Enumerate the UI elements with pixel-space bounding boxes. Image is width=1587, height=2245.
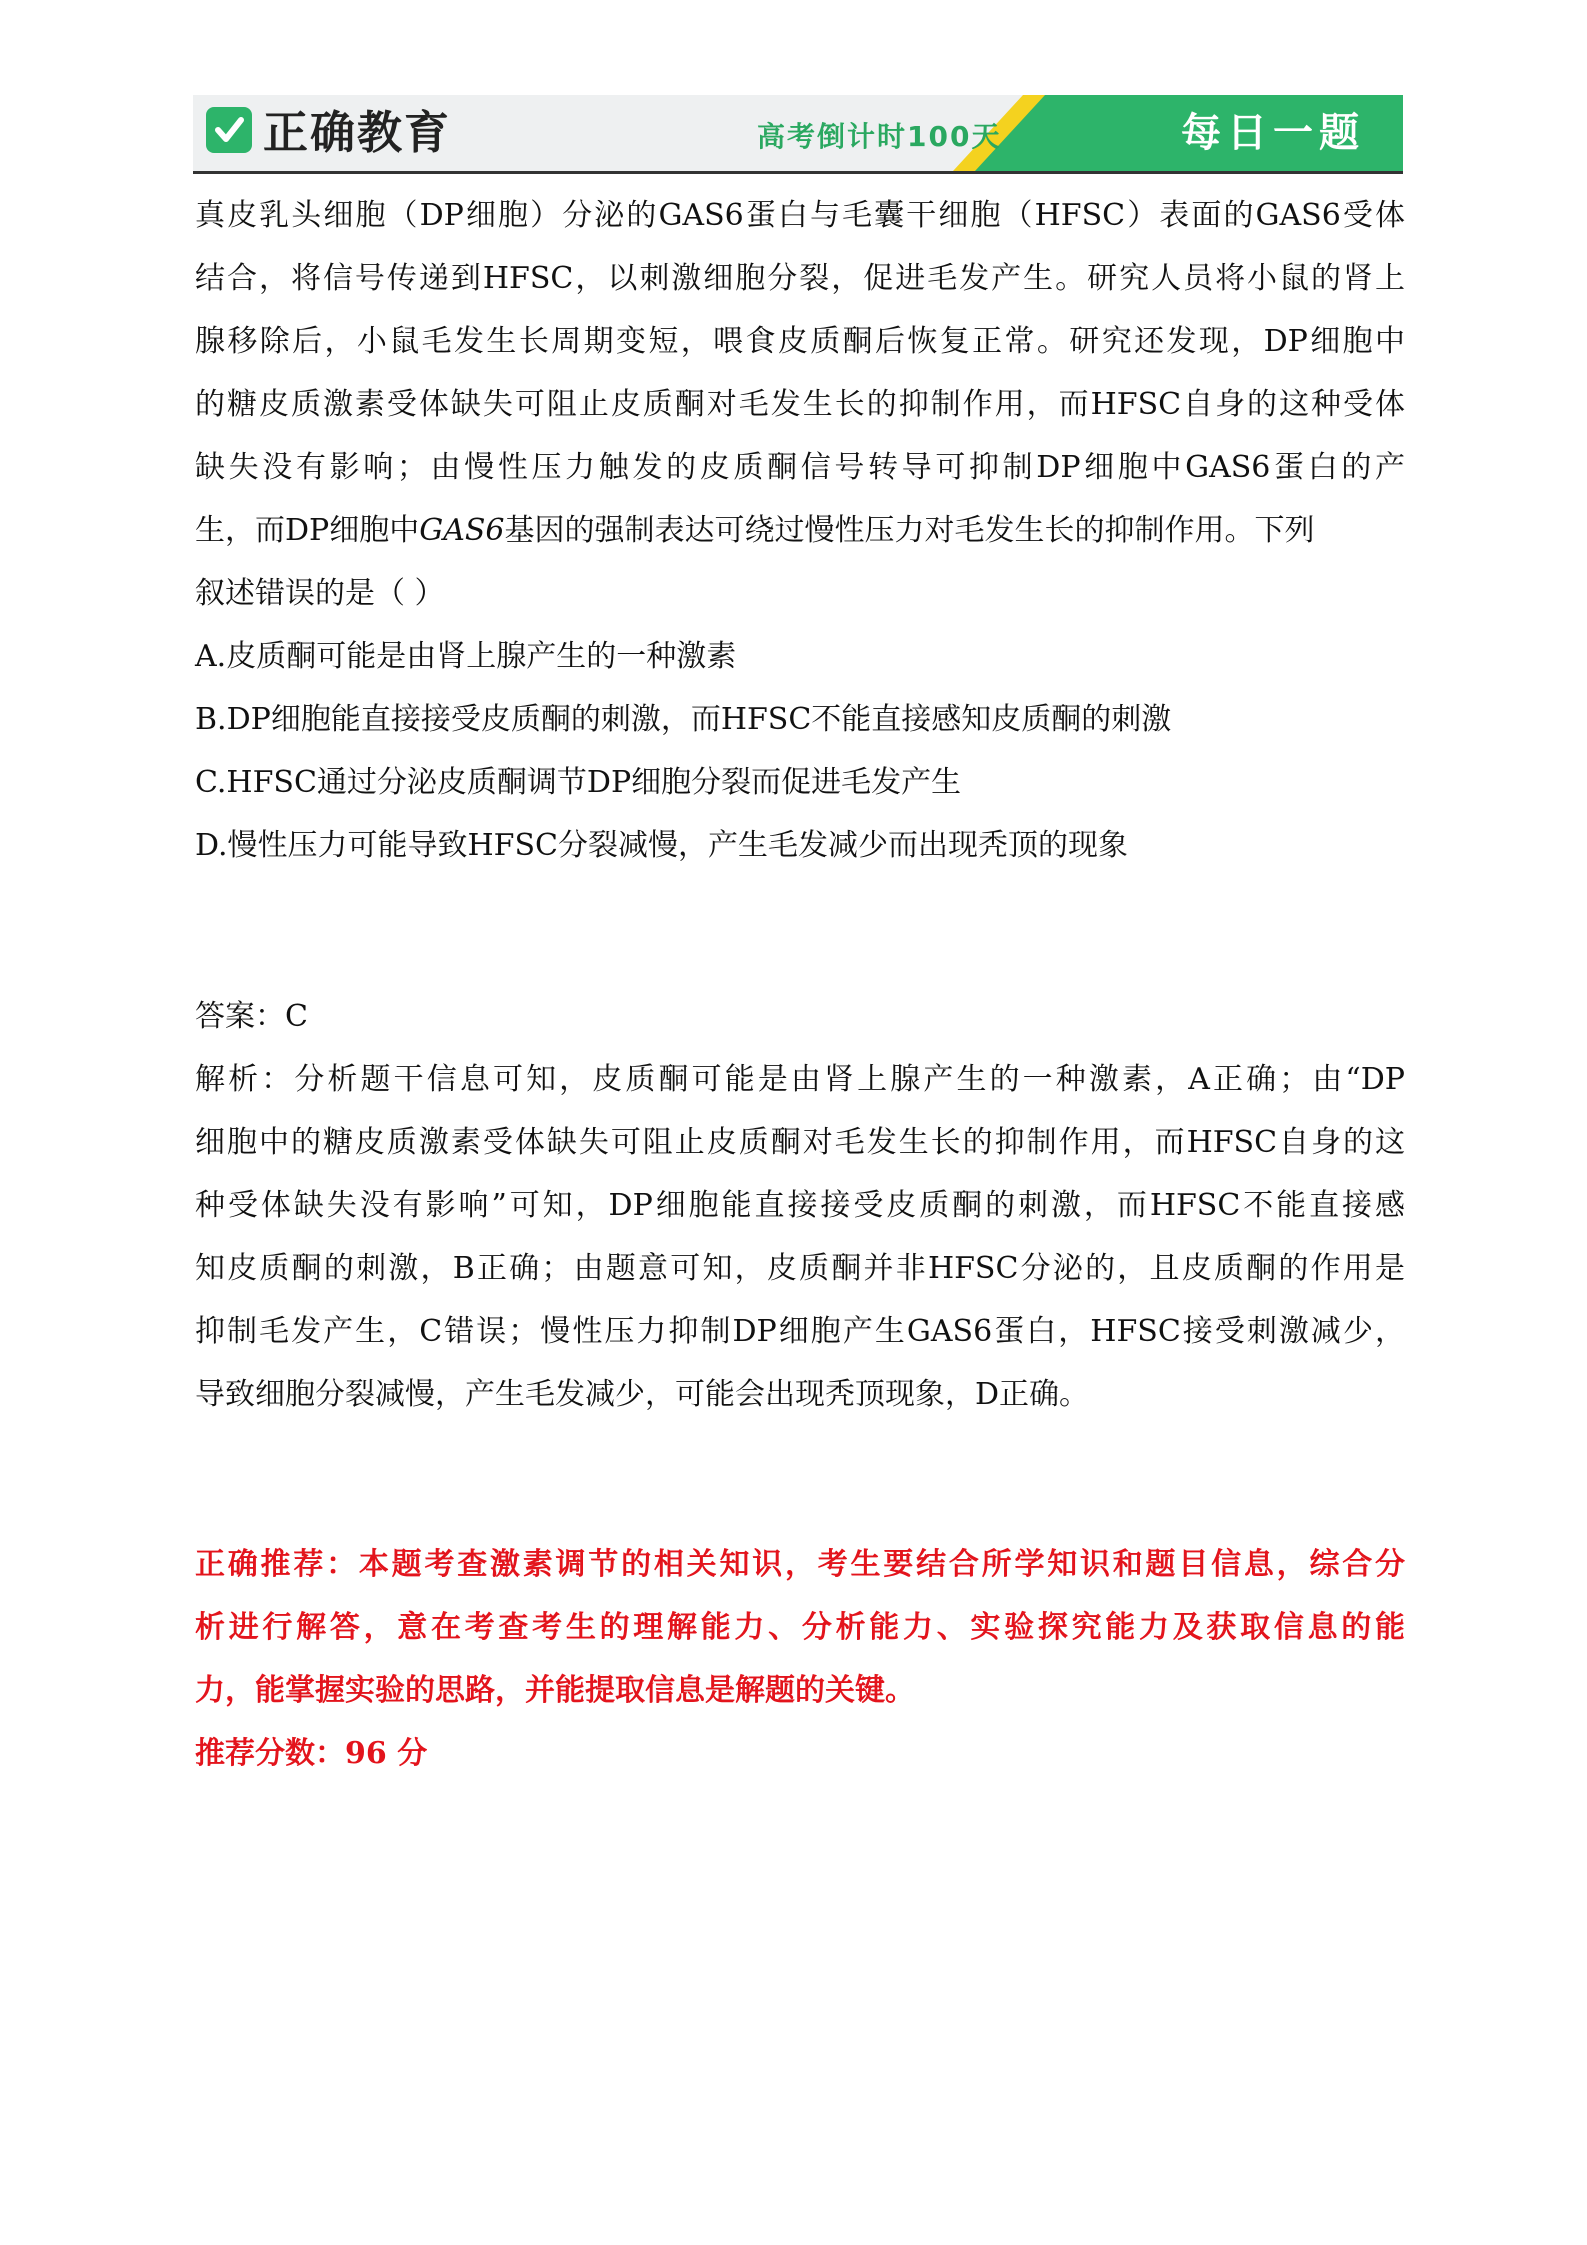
question-line-part: 基因的强制表达可绕过慢性压力对毛发生长的抑制作用。下列 [504, 513, 1315, 548]
analysis-line: 知皮质酮的刺激，B正确；由题意可知，皮质酮并非HFSC分泌的，且皮质酮的作用是 [195, 1251, 1405, 1286]
recommendation-line: 力，能掌握实验的思路，并能提取信息是解题的关键。 [195, 1673, 915, 1708]
question-line [195, 499, 1405, 562]
question-line-part: 生，而DP细胞中 [195, 513, 420, 548]
analysis-line: 解析：分析题干信息可知，皮质酮可能是由肾上腺产生的一种激素，A正确；由“DP [195, 1062, 1405, 1097]
brand-logo-text: 正确教育 [263, 106, 452, 159]
question-line: 真皮乳头细胞（DP细胞）分泌的GAS6蛋白与毛囊干细胞（HFSC）表面的GAS6受体 [195, 198, 1405, 233]
recommendation-line: 正确推荐：本题考查激素调节的相关知识，考生要结合所学知识和题目信息，综合分 [195, 1547, 1405, 1582]
gene-name: GAS6 [419, 513, 505, 548]
checkmark-icon [206, 107, 252, 153]
recommendation [195, 1533, 1405, 1785]
recommendation-line: 析进行解答，意在考查考生的理解能力、分析能力、实验探究能力及获取信息的能 [195, 1610, 1405, 1645]
recommended-score: 推荐分数：96 分 [195, 1736, 428, 1771]
analysis-line: 种受体缺失没有影响”可知，DP细胞能直接接受皮质酮的刺激，而HFSC不能直接感 [195, 1188, 1405, 1223]
question-line: 的糖皮质激素受体缺失可阻止皮质酮对毛发生长的抑制作用，而HFSC自身的这种受体 [195, 387, 1405, 422]
analysis-line: 细胞中的糖皮质激素受体缺失可阻止皮质酮对毛发生长的抑制作用，而HFSC自身的这 [195, 1125, 1405, 1160]
question-line: 腺移除后，小鼠毛发生长周期变短，喂食皮质酮后恢复正常。研究还发现，DP细胞中 [195, 324, 1405, 359]
option-c: C.HFSC通过分泌皮质酮调节DP细胞分裂而促进毛发产生 [195, 765, 962, 800]
option-a: A.皮质酮可能是由肾上腺产生的一种激素 [195, 639, 737, 674]
question-stem [195, 184, 1405, 625]
daily-question-label: 每日一题 [1181, 110, 1365, 156]
option-b: B.DP细胞能直接接受皮质酮的刺激，而HFSC不能直接感知皮质酮的刺激 [195, 702, 1172, 737]
header-divider [193, 171, 1403, 174]
question-line: 结合，将信号传递到HFSC，以刺激细胞分裂，促进毛发产生。研究人员将小鼠的肾上 [195, 261, 1405, 296]
analysis-line: 导致细胞分裂减慢，产生毛发减少，可能会出现秃顶现象，D正确。 [195, 1377, 1090, 1412]
answer-label: 答案：C [195, 999, 308, 1034]
question-line: 叙述错误的是（ ） [195, 576, 445, 611]
question-line: 缺失没有影响；由慢性压力触发的皮质酮信号转导可抑制DP细胞中GAS6蛋白的产 [195, 450, 1405, 485]
analysis-line: 抑制毛发产生，C错误；慢性压力抑制DP细胞产生GAS6蛋白，HFSC接受刺激减少， [195, 1314, 1405, 1349]
analysis [195, 1048, 1405, 1426]
option-d: D.慢性压力可能导致HFSC分裂减慢，产生毛发减少而出现秃顶的现象 [195, 828, 1129, 863]
countdown-text: 高考倒计时100天 [757, 120, 1002, 153]
header-banner [193, 95, 1403, 171]
